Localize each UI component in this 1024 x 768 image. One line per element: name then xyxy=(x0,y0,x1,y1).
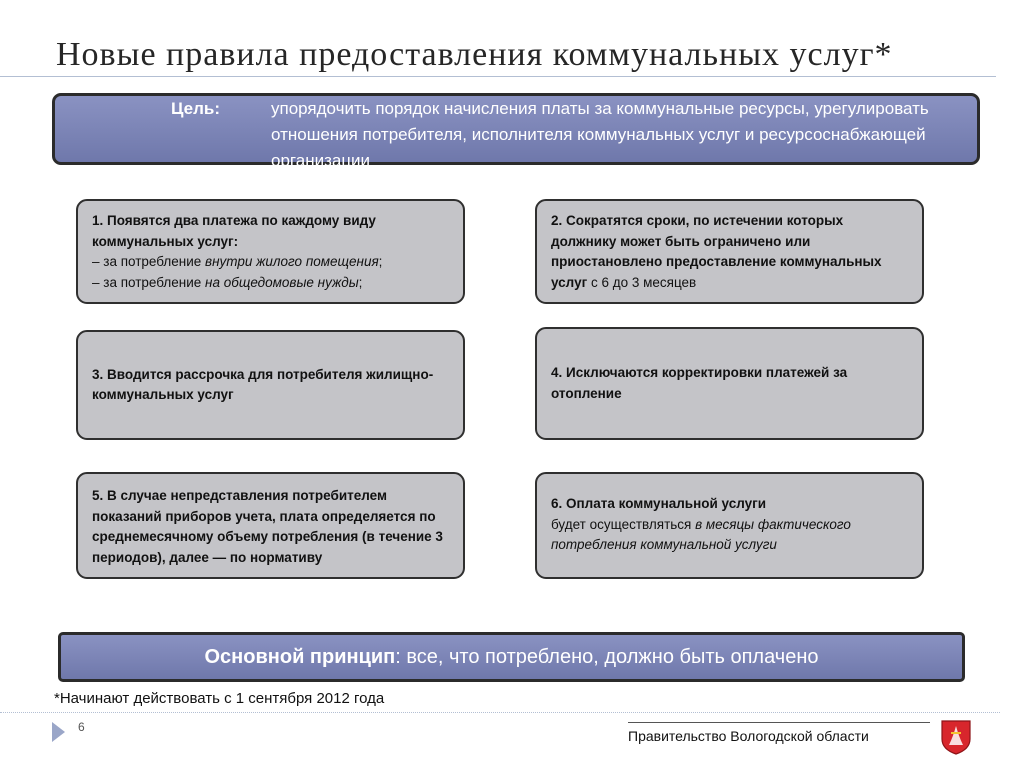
rule-card-1 xyxy=(76,199,465,304)
triangle-right-icon xyxy=(52,722,65,742)
rule-card-3 xyxy=(76,330,465,440)
rule-card-5-text: 5. В случае непредставления потребителем показаний приборов учета, плата определяется по среднемесячному объему потребления (в течение 3 периодов), далее — по нормативу xyxy=(92,488,443,565)
rule-card-2 xyxy=(535,199,924,304)
footnote: *Начинают действовать с 1 сентября 2012 года xyxy=(54,690,385,707)
title-divider xyxy=(0,76,996,77)
footer-divider xyxy=(0,712,1000,713)
goal-box xyxy=(52,93,980,170)
rule-card-2-text: 2. Сократятся сроки, по истечении которых должнику может быть ограничено или приостановлено предоставление коммунальных услуг с 6 до 3 месяцев xyxy=(551,213,882,290)
rule-card-1-line-1: – за потребление внутри жилого помещения; xyxy=(92,254,383,269)
rule-card-1-line-2: – за потребление на общедомовые нужды; xyxy=(92,274,363,290)
rule-card-1-heading: 1. Появятся два платежа по каждому виду коммунальных услуг: xyxy=(92,213,376,249)
coat-of-arms-icon xyxy=(940,719,972,755)
principle-text: : все, что потреблено, должно быть оплачено xyxy=(395,645,819,668)
principle-label: Основной принцип xyxy=(204,645,396,668)
principle-banner xyxy=(58,632,965,682)
org-underline xyxy=(628,722,930,723)
rule-card-3-text: 3. Вводится рассрочка для потребителя жилищно-коммунальных услуг xyxy=(92,366,434,402)
goal-text: упорядочить порядок начисления платы за коммунальные ресурсы, урегулировать отношения потребителя, исполнителя коммунальных услуг и ресурсоснабжающей организации xyxy=(271,99,929,170)
rule-card-6 xyxy=(535,472,924,579)
rule-card-5 xyxy=(76,472,465,579)
rule-card-6-text: будет осуществляться в месяцы фактического потребления коммунальной услуги xyxy=(551,516,851,552)
page-title: Новые правила предоставления коммунальных услуг* xyxy=(56,36,893,73)
organization-name: Правительство Вологодской области xyxy=(628,728,869,744)
goal-label: Цель: xyxy=(171,99,220,118)
rule-card-4-text: 4. Исключаются корректировки платежей за отопление xyxy=(551,365,848,401)
page-number: 6 xyxy=(78,720,85,734)
rule-card-4 xyxy=(535,327,924,440)
rule-card-6-heading: 6. Оплата коммунальной услуги xyxy=(551,496,767,511)
